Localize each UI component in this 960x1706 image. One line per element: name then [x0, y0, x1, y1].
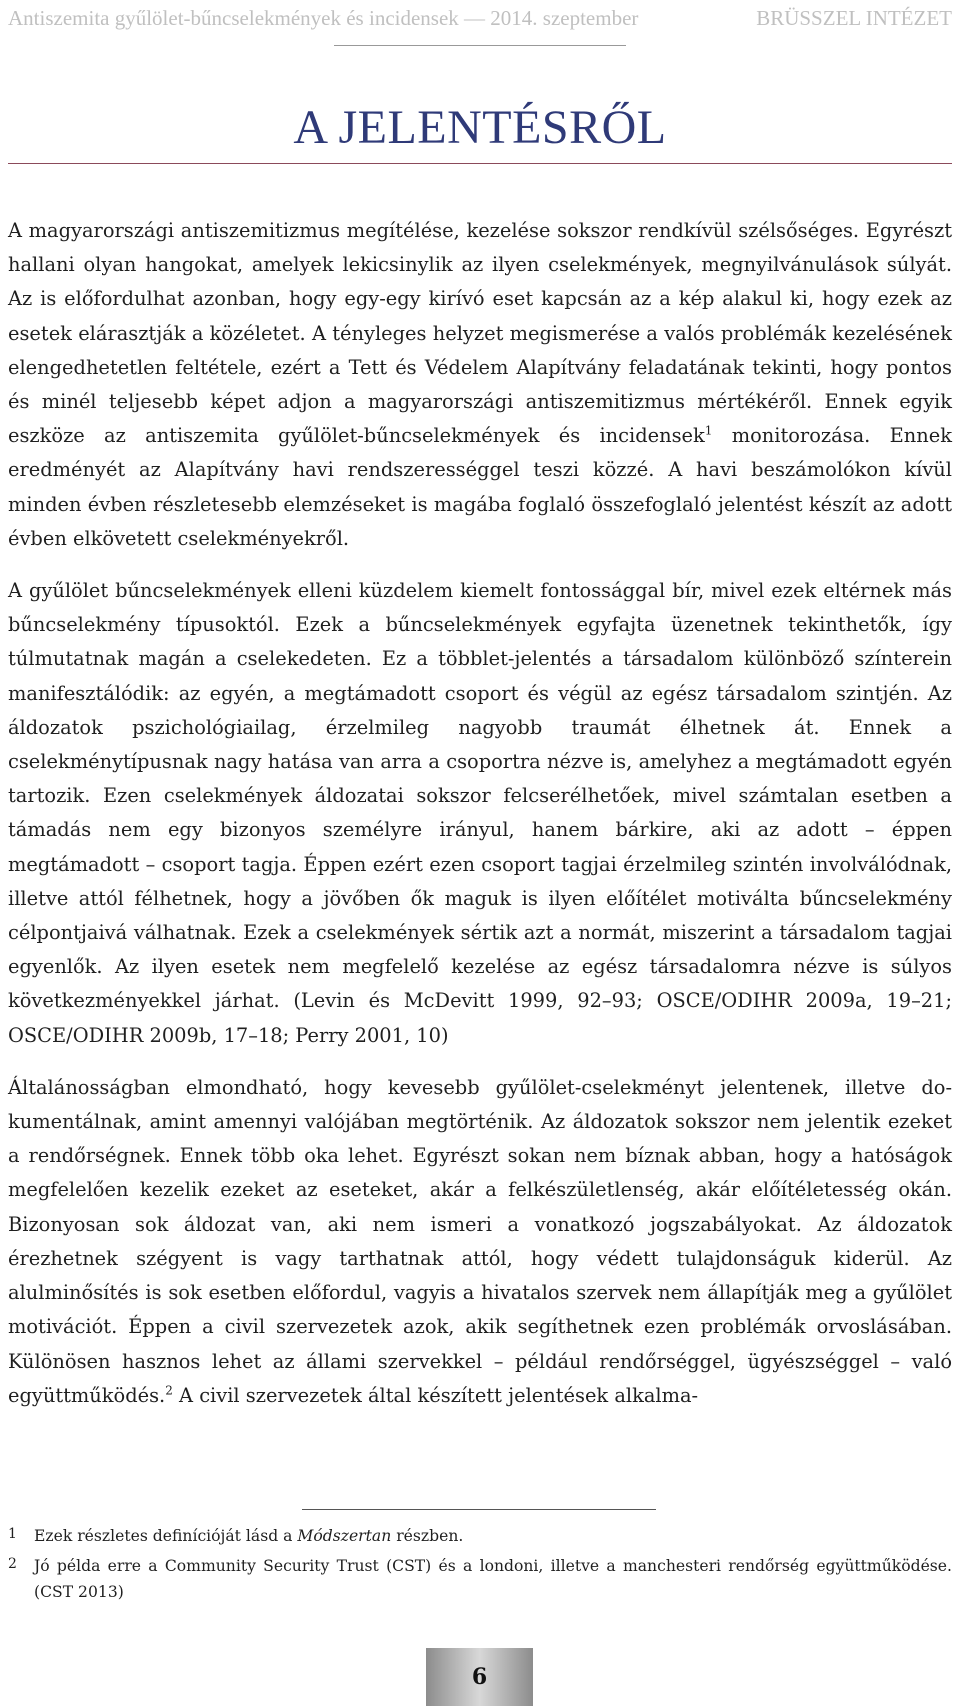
paragraph-1 — [8, 214, 952, 556]
paragraph-text: monitorozása. Ennek eredményét az Alapítvány havi rendszerességgel teszi közzé. A havi beszámolókon kívül minden évben részletesebb elemzéseket is magába foglaló összefoglaló jelentést készít az adott évben elkövetett cselekményekről. — [8, 424, 952, 550]
body-text — [8, 214, 952, 1431]
paragraph-text: A civil szervezetek által készített jelentések alkalma- — [172, 1383, 699, 1407]
paragraph-text: A magyarországi antiszemitizmus megítélése, kezelése sokszor rendkívül szélsőséges. Egyrészt hallani olyan hangokat, amelyek lekicsinylik az ilyen cselekmények, megnyilvánulások súlyát. Az is előfordulhat azonban, hogy egy-egy kirívó eset kapcsán az a kép alakul ki, hogy ezek az esetek elárasztják a közéletet. A tényleges helyzet megismerése a valós problémák kezelésének elengedhetetlen feltétele, ezért a Tett és Védelem Alapítvány feladatának tekinti, hogy pontos és minél teljesebb képet adjon a magyarországi antiszemitizmus mértékéről. Ennek egyik eszköze az antiszemita gyűlölet-bűncselekmények és incidensek — [8, 219, 952, 448]
footnote-text-part: Ezek részletes definícióját lásd a — [34, 1527, 298, 1545]
running-header — [8, 6, 952, 34]
footnote-ref-2[interactable]: 2 — [165, 1383, 173, 1398]
footnotes — [8, 1523, 952, 1609]
footnote-text — [34, 1523, 952, 1549]
footnote-text-part: részben. — [391, 1527, 464, 1545]
footnote-number: 1 — [8, 1526, 17, 1542]
paragraph-text: Általánosságban elmondható, hogy kevesebb gyűlölet-cselekményt jelentenek, illetve dokumentálnak, amint amennyi valójában megtörténik. Az áldozatok sokszor nem jelentik ezeket a rendőrségnek. Ennek több oka lehet. Egyrészt sokan nem bíznak abban, hogy a hatóságok megfelelően kezelik ezeket az eseteket, akár a felkészületlenség, akár előítéletesség okán. Bizonyosan sok áldozat van, aki nem ismeri a vonatkozó jogszabályokat. Az áldozatok érezhetnek szégyent is vagy tarthatnak attól, hogy védett tulajdonságuk kiderül. Az alulminősítés is sok esetben előfordul, vagyis a hivatalos szervek nem állapítják meg a gyűlölet motivációt. Éppen a civil szervezetek azok, akik segíthetnek ezen problémák orvoslásában. Különösen hasznos lehet az állami szervekkel – például rendőrséggel, ügyészséggel – való együttműködés. — [8, 1075, 952, 1407]
paragraph-2 — [8, 574, 952, 1053]
footnote-number: 2 — [8, 1556, 17, 1572]
running-header-title: Antiszemita gyűlölet-bűncselekmények és incidensek — 2014. szeptember — [8, 6, 639, 30]
footnote-text: Jó példa erre a Community Security Trust (CST) és a londoni, illetve a manchesteri rendőrség együttműködése. (CST 2013) — [34, 1557, 952, 1601]
running-header-publisher: BRÜSSZEL INTÉZET — [756, 6, 952, 30]
paragraph-3 — [8, 1071, 952, 1413]
footnote-1 — [8, 1523, 952, 1549]
footnote-divider — [302, 1509, 656, 1510]
page-number-box — [426, 1648, 533, 1706]
title-divider — [8, 163, 952, 164]
paragraph-text: A gyűlölet bűncselekmények elleni küzdelem kiemelt fontossággal bír, mivel ezek eltérnek más bűncselekmény típusoktól. Ezek a bűncselekmények egyfajta üzenetnek tekinthetők, így túlmutatnak magán a cselekedeten. Ez a többlet-jelentés a társadalom különböző színterein manifesztálódik: az egyén, a megtámadott csoport és végül az egész társadalom szintjén. Az áldozatok pszichológiailag, érzelmileg nagyobb traumát élhetnek át. Ennek a cselekménytípusnak nagy hatása van arra a csoportra nézve is, amelyhez a megtámadott egyén tartozik. Ezen cselekmények áldozatai sokszor felcserélhetőek, mivel számtalan esetben a támadás nem egy bizonyos személyre irányul, hanem bárkire, aki az adott – éppen megtámadott – csoport tagja. Éppen ezért ezen csoport tagjai érzelmileg szintén involválódnak, illetve attól félhetnek, hogy a jövőben ők maguk is ilyen előítélet motiválta bűncselekmény célpontjaivá válhatnak. Ezek a cselekmények sértik azt a normát, miszerint a társadalom tagjai egyenlők. Az ilyen esetek nem megfelelő kezelése az egész társadalomra nézve is súlyos következményekkel járhat. (Levin és McDevitt 1999, 92–93; OSCE/ODIHR 2009a, 19–21; OSCE/ODIHR 2009b, 17–18; Perry 2001, 10) — [8, 579, 952, 1047]
footnote-emphasis: Módszertan — [297, 1527, 392, 1545]
page-number: 6 — [471, 1664, 488, 1690]
footnote-ref-1[interactable]: 1 — [704, 423, 713, 438]
header-divider — [334, 45, 626, 46]
footnote-2 — [8, 1553, 952, 1605]
chapter-title: A JELENTÉSRŐL — [293, 101, 667, 154]
